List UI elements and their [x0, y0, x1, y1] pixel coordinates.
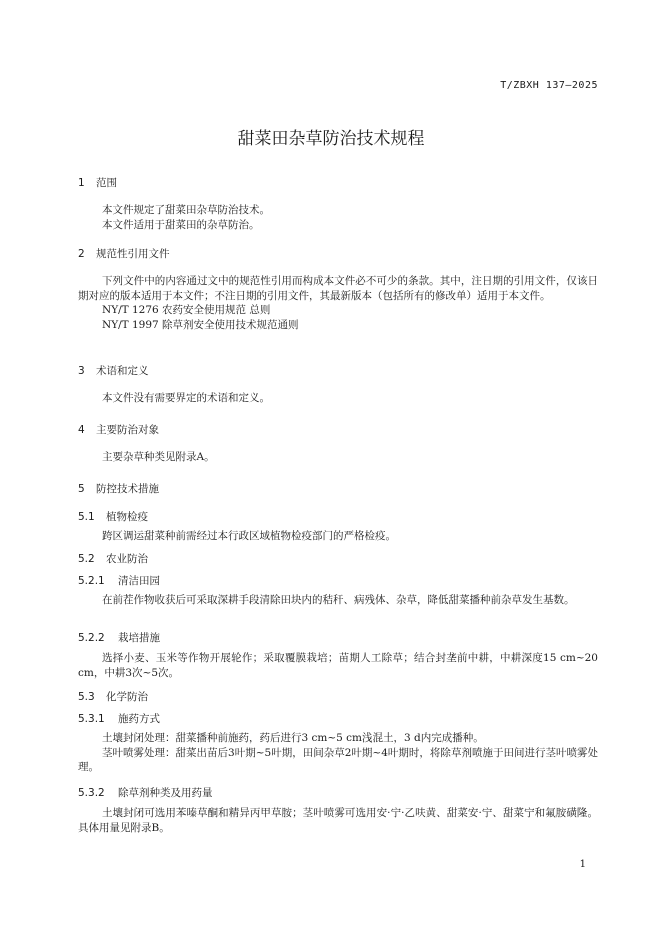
section-title: 栽培措施: [118, 632, 160, 644]
section-title: 化学防治: [106, 691, 148, 703]
paragraph: 本文件没有需要界定的术语和定义。: [102, 392, 270, 404]
section-5-3-2-body: [78, 806, 598, 835]
paragraph: 土壤封闭处理：甜菜播种前施药，药后进行3 cm~5 cm浅混土，3 d内完成播种。: [102, 732, 484, 744]
section-number: 3: [78, 365, 85, 377]
section-5-1-heading: [78, 509, 598, 524]
section-title: 施药方式: [118, 713, 160, 725]
section-5-2-2-heading: [78, 630, 598, 645]
section-title: 规范性引用文件: [96, 248, 170, 260]
section-5-2-1-body: [78, 593, 598, 608]
page-number: 1: [579, 859, 586, 870]
paragraph: 下列文件中的内容通过文中的规范性引用而构成本文件必不可少的条款。其中，注日期的引用文件，仅该日期对应的版本适用于本文件；不注日期的引用文件，其最新版本（包括所有的修改单）适用于本文件。: [78, 275, 598, 302]
paragraph: 本文件规定了甜菜田杂草防治技术。: [102, 204, 270, 216]
section-5-2-2-body: [78, 651, 598, 680]
section-2-body: [78, 274, 598, 332]
section-title: 植物检疫: [106, 511, 148, 523]
section-3-heading: [78, 363, 598, 378]
section-5-2-1-heading: [78, 573, 598, 588]
section-number: 5.3.1: [78, 713, 105, 725]
paragraph: 茎叶喷雾处理：甜菜出苗后3叶期~5叶期，田间杂草2叶期~4叶期时，将除草剂喷施于田间进行茎叶喷雾处理。: [78, 746, 598, 773]
section-5-3-1-heading: [78, 711, 598, 726]
section-5-3-heading: [78, 689, 598, 704]
section-5-3-2-heading: [78, 785, 598, 800]
document-title: 甜菜田杂草防治技术规程: [237, 129, 425, 149]
section-number: 5.2: [78, 553, 95, 565]
section-5-3-1-body: [78, 731, 598, 775]
section-5-heading: [78, 481, 598, 496]
section-number: 5.1: [78, 511, 95, 523]
section-4-body: [78, 450, 598, 465]
section-title: 术语和定义: [96, 365, 149, 377]
paragraph: 本文件适用于甜菜田的杂草防治。: [102, 218, 260, 231]
section-number: 5: [78, 483, 85, 495]
section-4-heading: [78, 422, 598, 437]
section-title: 清洁田园: [118, 575, 160, 587]
section-title: 除草剂种类及用药量: [118, 787, 213, 799]
section-title: 农业防治: [106, 553, 148, 565]
section-number: 1: [78, 177, 85, 189]
section-1-body: [78, 203, 598, 232]
paragraph: 土壤封闭可选用苯嗪草酮和精异丙甲草胺；茎叶喷雾可选用安·宁·乙呋黄、甜菜安·宁、甜菜宁和氟胺磺隆。具体用量见附录B。: [78, 807, 598, 834]
section-2-heading: [78, 246, 598, 261]
section-number: 4: [78, 424, 85, 436]
paragraph: 在前茬作物收获后可采取深耕手段清除田块内的秸秆、病残体、杂草，降低甜菜播种前杂草发生基数。: [102, 594, 575, 606]
document-code: T/ZBXH 137—2025: [500, 80, 598, 91]
section-number: 5.3: [78, 691, 95, 703]
normative-reference: NY/T 1997 除草剂安全使用技术规范通则: [102, 318, 299, 331]
section-number: 5.3.2: [78, 787, 105, 799]
normative-reference: NY/T 1276 农药安全使用规范 总则: [102, 304, 271, 316]
section-number: 5.2.1: [78, 575, 105, 587]
section-title: 主要防治对象: [96, 424, 159, 436]
section-title: 范围: [96, 177, 117, 189]
section-number: 2: [78, 248, 85, 260]
section-5-1-body: [78, 529, 598, 544]
paragraph: 跨区调运甜菜种前需经过本行政区域植物检疫部门的严格检疫。: [102, 530, 396, 542]
paragraph: 主要杂草种类见附录A。: [102, 451, 215, 463]
section-1-heading: [78, 175, 598, 190]
paragraph: 选择小麦、玉米等作物开展轮作；采取覆膜栽培；苗期人工除草；结合封垄前中耕，中耕深度15 cm~20 cm，中耕3次~5次。: [78, 652, 598, 679]
section-3-body: [78, 391, 598, 406]
section-number: 5.2.2: [78, 632, 105, 644]
section-5-2-heading: [78, 551, 598, 566]
section-title: 防控技术措施: [96, 483, 159, 495]
